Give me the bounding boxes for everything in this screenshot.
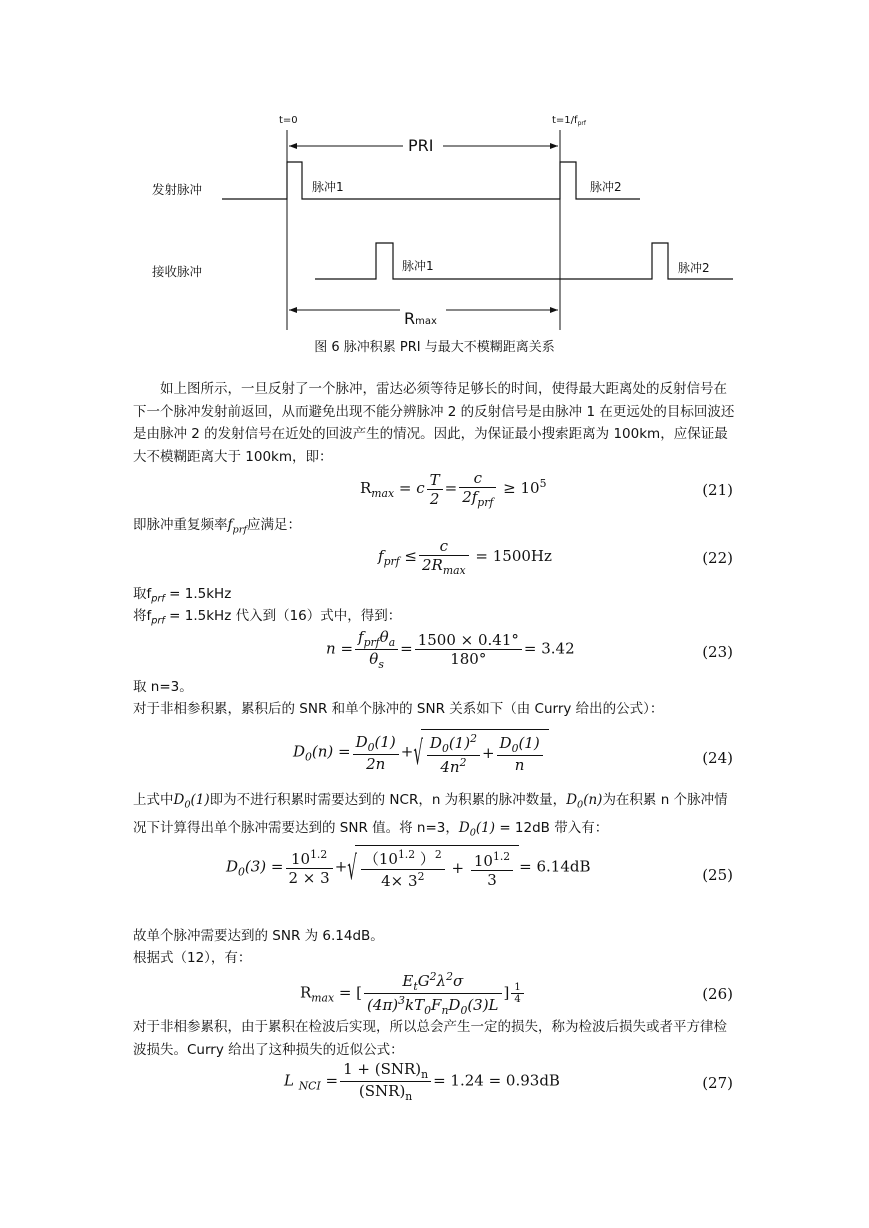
tx-pulse2-label: 脉冲2	[590, 180, 622, 194]
paragraph-3: 取$f_{prf} = 1.5kHz$	[133, 586, 232, 605]
paragraph-9: 根据式（12），有：	[133, 950, 252, 966]
tx-pulse1-label: 脉冲1	[312, 180, 344, 194]
rx-pulse-waveform	[315, 243, 733, 279]
paragraph-8: 故单个脉冲需要达到的 SNR 为 6.14dB。	[133, 928, 384, 944]
equation-26: $R_{max}$ = [ $\frac{E_tG^2\lambda^2\sigma}{(4\pi)^3kT_0F_nD_0(3)L}$ ] $\frac{1}{4}$	[300, 970, 526, 1017]
equation-22: $f_{prf}$ ≤ $\frac{c}{2R_{max}}$ = 1500Hz	[378, 537, 552, 577]
paragraph-10: 对于非相参累积，由于累积在检波后实现，所以总会产生一定的损失，称为检波后损失或者平方律检波损失。Curry 给出了这种损失的近似公式：	[133, 1019, 727, 1058]
rx-pulse-label: 接收脉冲	[152, 264, 203, 279]
paragraph-5: 取 n=3。	[133, 679, 193, 695]
equation-23: n = $\frac{f_{prf}\theta_a}{\theta_s}$ = $\frac{1500 \times 0.41^\circ}{180^\circ}$ = 3.42	[326, 628, 575, 671]
equation-21: $R_{max} = c$ $\frac{T}{2}$ = $\frac{c}{2f_{prf}}$ ≥ $10^5$	[360, 469, 547, 509]
equation-25: $D_0(3)$ = $\frac{10^{1.2}}{2 \times 3}$ +√ $\frac{(10^{1.2} )^2}{4\times 3^2}$ + $\frac{10^{1.2}}{3}$ = 6.14dB	[226, 845, 591, 890]
equation-27-number: (27)	[702, 1074, 733, 1092]
paragraph-1: 如上图所示，一旦反射了一个脉冲，雷达必须等待足够长的时间，使得最大距离处的反射信号在下一个脉冲发射前返回，从而避免出现不能分辨脉冲 2 的反射信号是由脉冲 1 在更远处的目标回波还是由脉冲 2 的发射信号在近处的回波产生的情况。因此，为保证最小搜索距离为 100km，应保证最大不模糊距离大于 100km，即：	[133, 381, 735, 465]
t0-label: t=0	[279, 115, 298, 126]
tx-pulse-waveform	[222, 162, 640, 199]
paragraph-7: 上式中$D_0(1)$即为不进行积累时需要达到的 NCR，n 为积累的脉冲数量，$D_0(n)$为在积累 n 个脉冲情况下计算得出单个脉冲需要达到的 SNR 值。将 n=3，$D_0(1) = 12dB$ 带入有：	[133, 792, 728, 839]
equation-23-number: (23)	[702, 643, 733, 661]
equation-21-number: (21)	[702, 481, 733, 499]
rmax-label: Rmax	[404, 309, 437, 328]
pulse-timing-figure	[0, 0, 869, 360]
figure-caption: 图 6 脉冲积累 PRI 与最大不模糊距离关系	[314, 340, 555, 355]
paragraph-6: 对于非相参积累，累积后的 SNR 和单个脉冲的 SNR 关系如下（由 Curry 给出的公式）：	[133, 701, 664, 717]
rx-pulse1-label: 脉冲1	[402, 259, 434, 273]
pri-label: PRI	[408, 136, 434, 155]
equation-26-number: (26)	[702, 985, 733, 1003]
paragraph-2: 即脉冲重复频率$f_{prf}$应满足：	[133, 517, 301, 536]
t1-label: $t=1/f_{prf}$	[552, 115, 586, 127]
rx-pulse2-label: 脉冲2	[678, 261, 710, 275]
tx-pulse-label: 发射脉冲	[152, 182, 203, 197]
equation-22-number: (22)	[702, 549, 733, 567]
paragraph-4: 将$f_{prf} = 1.5kHz$ 代入到（16）式中，得到：	[133, 608, 402, 627]
equation-24: $D_0(n)$ = $\frac{D_0(1)}{2n}$ +√ $\frac{D_0(1)^2}{4n^2}$ + $\frac{D_0(1)}{n}$	[293, 729, 549, 776]
equation-24-number: (24)	[702, 749, 733, 767]
equation-25-number: (25)	[702, 866, 733, 884]
equation-27: L $_{NCI}$ = $\frac{1 + (SNR)_n}{(SNR)_n}$ = 1.24 = 0.93dB	[284, 1060, 560, 1103]
